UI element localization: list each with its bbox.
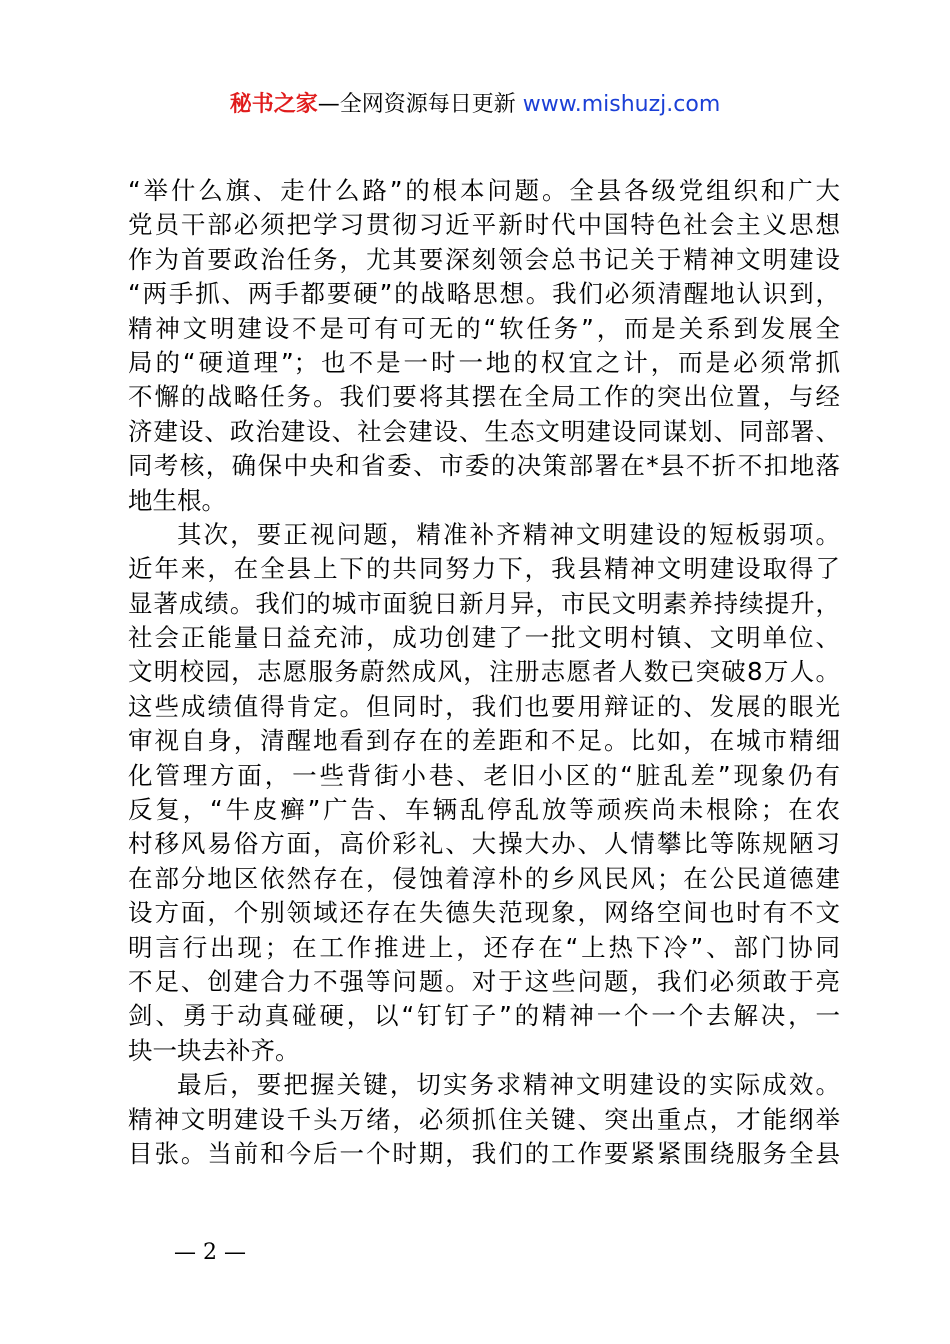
brand-slogan: —全网资源每日更新 <box>317 92 516 117</box>
body-line: 作为首要政治任务，尤其要深刻领会总书记关于精神文明建设 <box>128 244 840 274</box>
body-line: 文明校园，志愿服务蔚然成风，注册志愿者人数已突破8万人。 <box>128 657 840 687</box>
body-line: 不懈的战略任务。我们要将其摆在全局工作的突出位置，与经 <box>128 382 840 412</box>
body-line: 在部分地区依然存在，侵蚀着淳朴的乡风民风；在公民道德建 <box>128 863 840 893</box>
body-line: 不足、创建合力不强等问题。对于这些问题，我们必须敢于亮 <box>128 966 840 996</box>
body-line: 局的“硬道理”；也不是一时一地的权宜之计，而是必须常抓 <box>128 347 840 377</box>
body-line: 目张。当前和今后一个时期，我们的工作要紧紧围绕服务全县 <box>128 1138 840 1168</box>
body-line: 明言行出现；在工作推进上，还存在“上热下冷”、部门协同 <box>128 932 840 962</box>
body-line: 审视自身，清醒地看到存在的差距和不足。比如，在城市精细 <box>128 726 840 756</box>
body-line: 精神文明建设千头万绪，必须抓住关键、突出重点，才能纲举 <box>128 1104 840 1134</box>
body-line: 化管理方面，一些背街小巷、老旧小区的“脏乱差”现象仍有 <box>128 760 840 790</box>
body-line: 这些成绩值得肯定。但同时，我们也要用辩证的、发展的眼光 <box>128 691 840 721</box>
page-number: — 2 — <box>174 1240 246 1265</box>
body-line: 党员干部必须把学习贯彻习近平新时代中国特色社会主义思想 <box>128 210 840 240</box>
body-line: 村移风易俗方面，高价彩礼、大操大办、人情攀比等陈规陋习 <box>128 829 840 859</box>
body-line: 社会正能量日益充沛，成功创建了一批文明村镇、文明单位、 <box>128 623 840 653</box>
body-line: “两手抓、两手都要硬”的战略思想。我们必须清醒地认识到， <box>128 279 840 309</box>
body-line: 反复，“牛皮癣”广告、车辆乱停乱放等顽疾尚未根除；在农 <box>128 795 840 825</box>
site-url: www.mishuzj.com <box>522 92 721 117</box>
body-line: 地生根。 <box>128 485 226 515</box>
document-body <box>128 174 840 1171</box>
body-line: 剑、勇于动真碰硬，以“钉钉子”的精神一个一个去解决，一 <box>128 1001 840 1031</box>
body-line: 精神文明建设不是可有可无的“软任务”，而是关系到发展全 <box>128 313 840 343</box>
body-line: 近年来，在全县上下的共同努力下，我县精神文明建设取得了 <box>128 554 840 584</box>
paragraph-start-line: 最后，要把握关键，切实务求精神文明建设的实际成效。 <box>177 1070 840 1100</box>
site-watermark-header <box>0 88 950 122</box>
body-line: 同考核，确保中央和省委、市委的决策部署在*县不折不扣地落 <box>128 451 840 481</box>
body-line: 显著成绩。我们的城市面貌日新月异，市民文明素养持续提升， <box>128 588 840 618</box>
body-line: 块一块去补齐。 <box>128 1035 300 1065</box>
body-line: “举什么旗、走什么路”的根本问题。全县各级党组织和广大 <box>128 176 840 205</box>
paragraph-start-line: 其次，要正视问题，精准补齐精神文明建设的短板弱项。 <box>177 519 840 549</box>
body-line: 设方面，个别领域还存在失德失范现象，网络空间也时有不文 <box>128 898 840 928</box>
body-line: 济建设、政治建设、社会建设、生态文明建设同谋划、同部署、 <box>128 416 840 446</box>
brand-name: 秘书之家 <box>229 92 318 117</box>
